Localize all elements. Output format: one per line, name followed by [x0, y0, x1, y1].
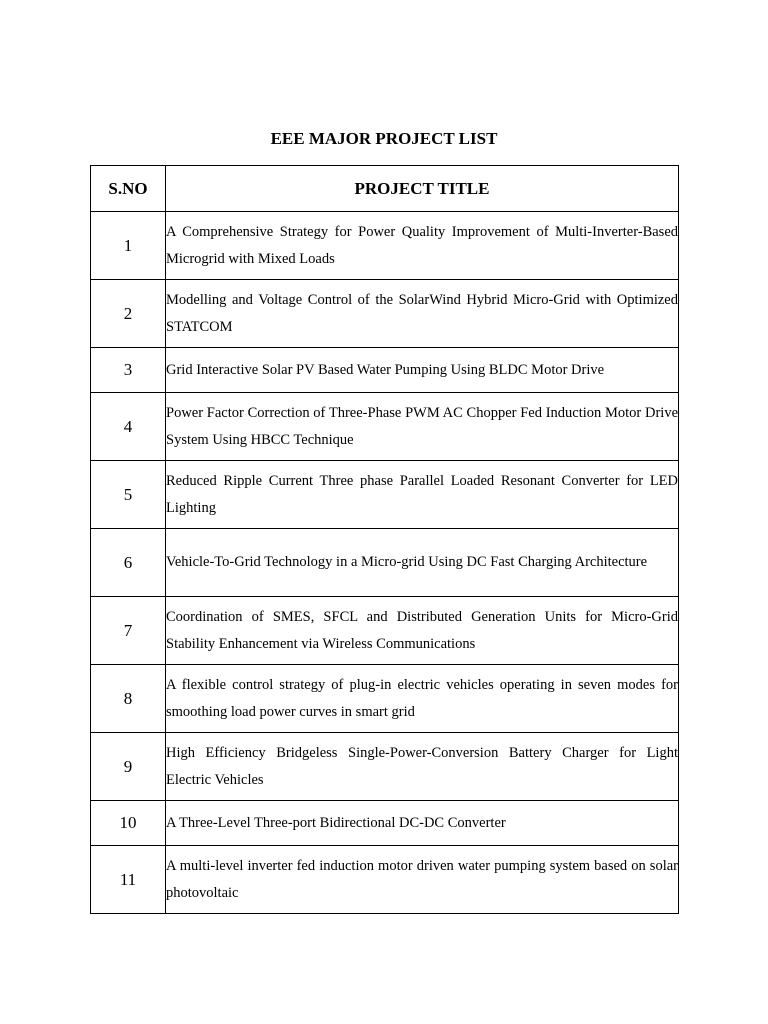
row-sno: 4 [91, 393, 166, 461]
header-sno: S.NO [91, 166, 166, 212]
row-sno: 3 [91, 348, 166, 393]
table-row [91, 280, 679, 348]
row-sno: 7 [91, 597, 166, 665]
row-sno: 5 [91, 461, 166, 529]
table-header-row [91, 166, 679, 212]
header-project-title: PROJECT TITLE [166, 166, 679, 212]
row-project-title: A flexible control strategy of plug-in electric vehicles operating in seven modes for smoothing load power curves in smart grid [166, 665, 679, 733]
table-row [91, 212, 679, 280]
table-row [91, 801, 679, 846]
row-sno: 10 [91, 801, 166, 846]
table-row [91, 461, 679, 529]
row-sno: 6 [91, 529, 166, 597]
row-project-title: A Comprehensive Strategy for Power Quality Improvement of Multi-Inverter-Based Microgrid with Mixed Loads [166, 212, 679, 280]
row-project-title: Vehicle-To-Grid Technology in a Micro-grid Using DC Fast Charging Architecture [166, 529, 679, 597]
table-row [91, 846, 679, 914]
row-project-title: Grid Interactive Solar PV Based Water Pumping Using BLDC Motor Drive [166, 348, 679, 393]
row-project-title: A Three-Level Three-port Bidirectional DC-DC Converter [166, 801, 679, 846]
table-row [91, 733, 679, 801]
row-sno: 9 [91, 733, 166, 801]
row-project-title: Reduced Ripple Current Three phase Parallel Loaded Resonant Converter for LED Lighting [166, 461, 679, 529]
row-project-title: Coordination of SMES, SFCL and Distributed Generation Units for Micro-Grid Stability Enhancement via Wireless Communications [166, 597, 679, 665]
project-list-table [90, 165, 679, 914]
table-row [91, 393, 679, 461]
row-sno: 11 [91, 846, 166, 914]
table-row [91, 597, 679, 665]
document-title: EEE MAJOR PROJECT LIST [270, 129, 498, 148]
row-sno: 1 [91, 212, 166, 280]
table-row [91, 665, 679, 733]
row-project-title: High Efficiency Bridgeless Single-Power-Conversion Battery Charger for Light Electric Vehicles [166, 733, 679, 801]
table-row [91, 529, 679, 597]
row-project-title: Power Factor Correction of Three-Phase PWM AC Chopper Fed Induction Motor Drive System Using HBCC Technique [166, 393, 679, 461]
row-project-title: A multi-level inverter fed induction motor driven water pumping system based on solar photovoltaic [166, 846, 679, 914]
row-sno: 8 [91, 665, 166, 733]
row-sno: 2 [91, 280, 166, 348]
row-project-title: Modelling and Voltage Control of the SolarWind Hybrid Micro-Grid with Optimized STATCOM [166, 280, 679, 348]
table-row [91, 348, 679, 393]
